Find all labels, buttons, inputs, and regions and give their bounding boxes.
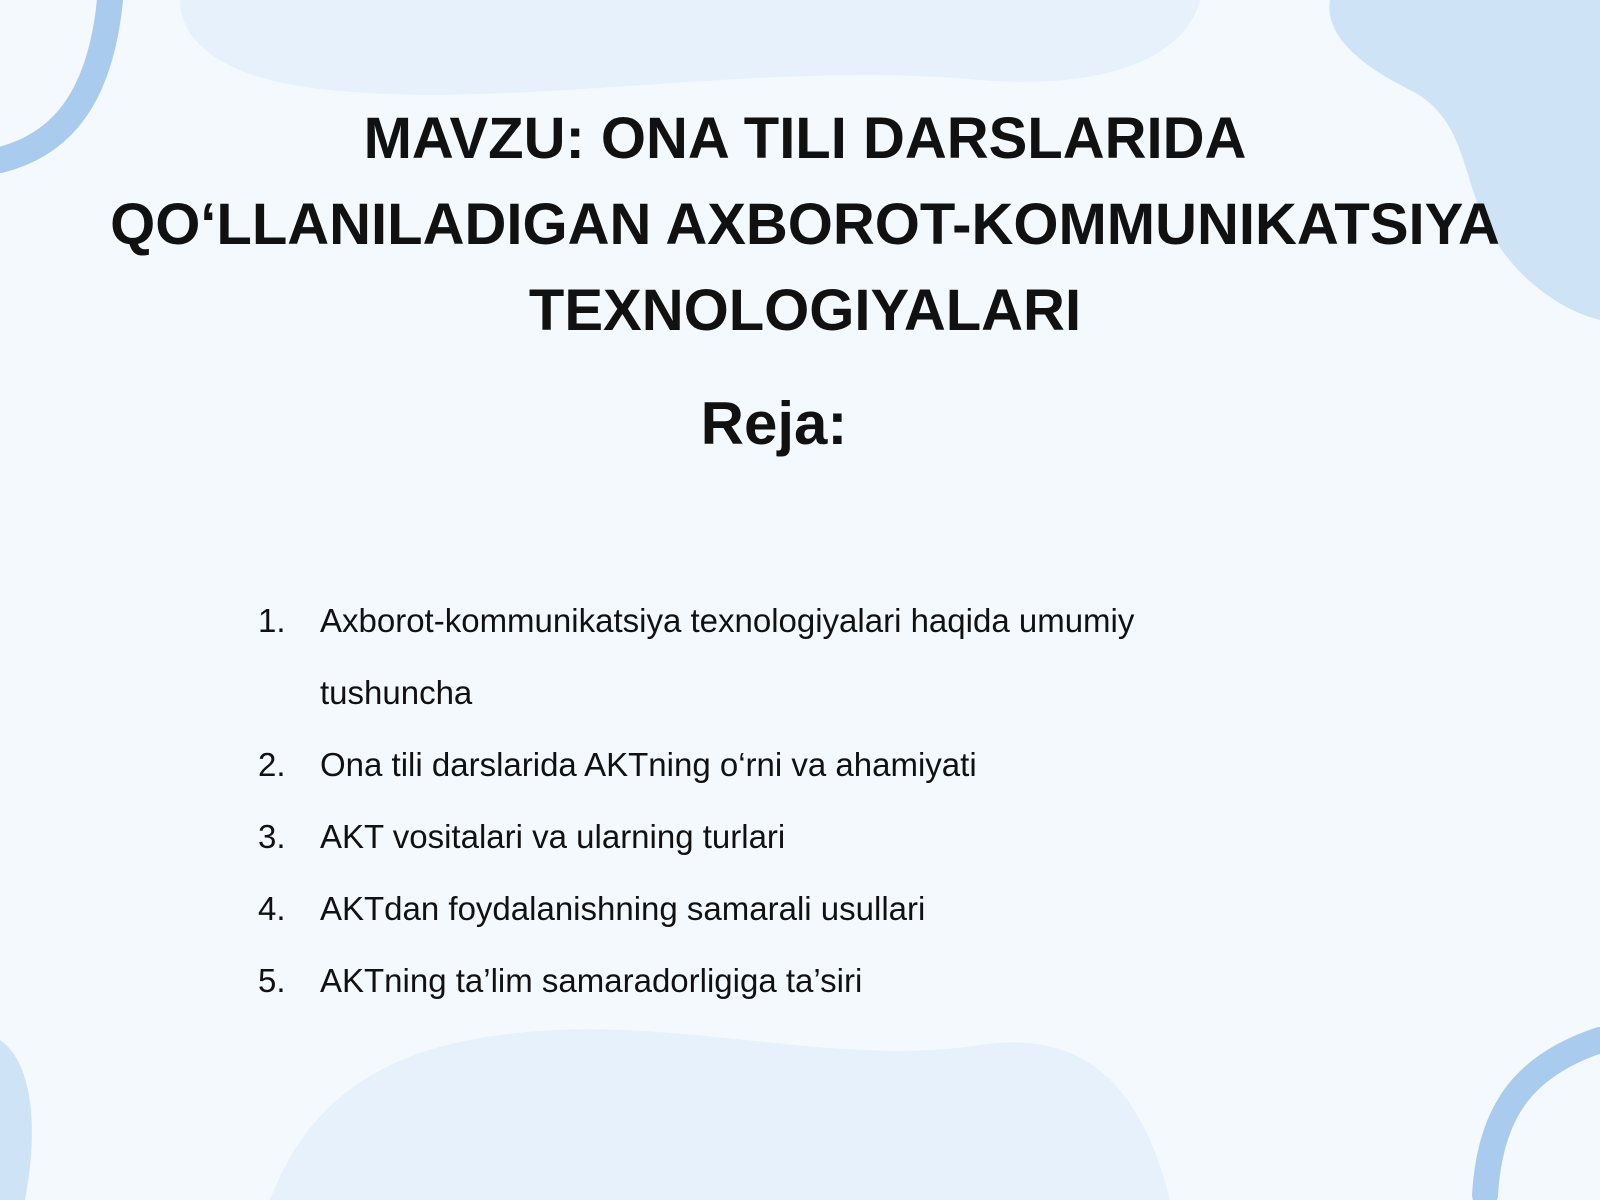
plan-item-number: 2.	[258, 746, 286, 783]
slide-title	[60, 96, 1550, 354]
slide-title-line: QO‘LLANILADIGAN AXBOROT-KOMMUNIKATSIYA	[110, 192, 1500, 257]
plan-list-item	[258, 873, 1268, 945]
plan-item-number: 4.	[258, 890, 286, 927]
plan-item-number: 5.	[258, 962, 286, 999]
background-wave-bottom-right	[1485, 1040, 1600, 1195]
background-blob-bottom	[270, 1029, 1170, 1200]
background-blob-top	[180, 0, 1200, 95]
plan-heading: Reja:	[700, 390, 848, 457]
slide-title-line: MAVZU: ONA TILI DARSLARIDA	[363, 106, 1247, 171]
slide-title-line: TEXNOLOGIYALARI	[528, 278, 1082, 343]
plan-item-number: 3.	[258, 818, 286, 855]
plan-item-text: AKTning ta’lim samaradorligiga ta’siri	[320, 962, 863, 999]
plan-list-item	[258, 945, 1268, 1017]
plan-list	[258, 585, 1268, 1017]
plan-item-number: 1.	[258, 602, 286, 639]
plan-item-text: Axborot-kommunikatsiya texnologiyalari haqida umumiy tushuncha	[320, 602, 1135, 711]
plan-item-text: AKT vositalari va ularning turlari	[320, 818, 786, 855]
plan-list-item	[258, 801, 1268, 873]
plan-item-text: Ona tili darslarida AKTning o‘rni va ahamiyati	[320, 746, 977, 783]
plan-item-text: AKTdan foydalanishning samarali usullari	[320, 890, 926, 927]
plan-list-item	[258, 729, 1268, 801]
background-blob-bottom-left	[0, 1040, 32, 1200]
plan-list-item	[258, 585, 1268, 729]
